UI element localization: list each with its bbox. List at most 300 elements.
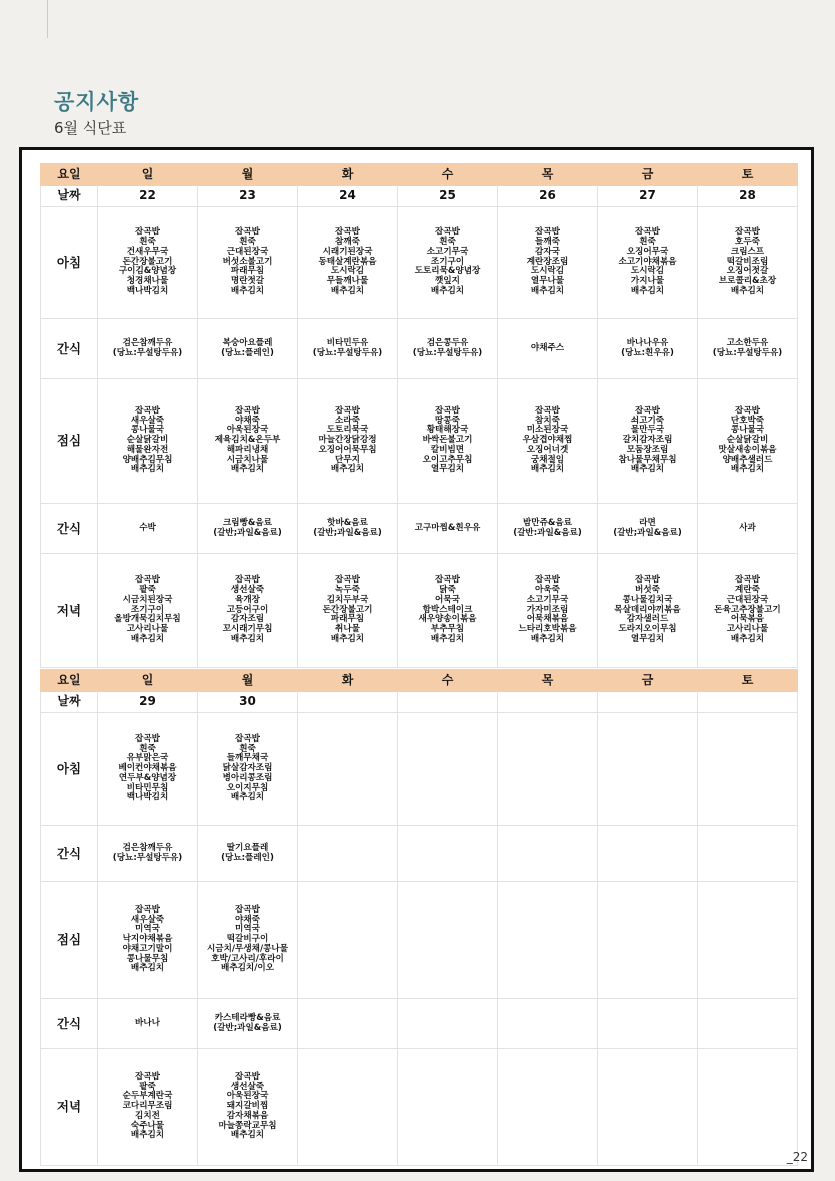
- menu-item: (당뇨:무설탕두유): [312, 347, 383, 358]
- menu-item: 배추김치: [130, 633, 165, 644]
- menu-item: (갈반;과일&음료): [213, 1022, 282, 1033]
- menu-cell-dinner-sun: [98, 1049, 198, 1166]
- menu-item: 잡곡밥: [235, 405, 260, 416]
- weekday-header-row: [41, 164, 798, 186]
- weekday-wed: 수: [398, 164, 498, 186]
- menu-item: 잡곡밥: [235, 227, 260, 238]
- menu-item: 배추김치: [230, 285, 265, 296]
- menu-item: 콩나물국: [130, 425, 165, 436]
- weekday-fri: 금: [598, 164, 698, 186]
- menu-table-week-1: [40, 163, 798, 668]
- menu-cell-snack_am-sat: [698, 826, 798, 882]
- menu-item: 순살닭갈비: [726, 435, 769, 446]
- weekday-sat: 토: [698, 670, 798, 692]
- menu-item: 열무나물: [530, 276, 565, 287]
- menu-item: 제육김치&온두부: [214, 435, 281, 446]
- menu-item: 잡곡밥: [535, 575, 560, 586]
- menu-item: 들깨죽: [535, 237, 560, 247]
- menu-item: 바나나우유: [626, 337, 669, 348]
- menu-item: 유부맑은국: [126, 753, 169, 764]
- menu-item: 배추김치: [730, 285, 765, 296]
- menu-cell-lunch-tue: [298, 379, 398, 504]
- weekday-sun: 일: [98, 670, 198, 692]
- menu-item: 야채죽: [235, 415, 260, 426]
- menu-cell-snack_pm-sun: [98, 504, 198, 554]
- menu-item: 아욱죽: [535, 585, 560, 595]
- menu-item: 잡곡밥: [535, 405, 560, 416]
- menu-item: 들깨무채국: [226, 753, 269, 764]
- date-mon: 30: [198, 692, 298, 713]
- menu-cell-lunch-sun: [98, 379, 198, 504]
- menu-item: 라면: [639, 517, 656, 528]
- menu-item: 잡곡밥: [135, 405, 160, 416]
- menu-item: 도시락김: [330, 266, 365, 277]
- menu-item: 녹두죽: [335, 585, 360, 595]
- menu-item: 콩나물무침: [126, 953, 169, 964]
- meal-row-dinner: [41, 1049, 798, 1166]
- menu-item: 열무김치: [430, 464, 465, 475]
- decorative-line: [47, 0, 48, 38]
- weekday-label: 요일: [41, 670, 98, 692]
- menu-cell-snack_pm-fri: [598, 999, 698, 1049]
- menu-cell-breakfast-thu: [498, 713, 598, 826]
- menu-item: 돈간장불고기: [122, 256, 173, 267]
- menu-item: 소라죽: [335, 415, 360, 426]
- menu-item: 배추김치: [530, 633, 565, 644]
- menu-item: 잡곡밥: [135, 904, 160, 915]
- menu-cell-snack_pm-wed: [398, 999, 498, 1049]
- menu-item: 잡곡밥: [435, 575, 460, 586]
- menu-item: 마늘간장닭강정: [318, 435, 377, 446]
- meal-label-dinner: 저녁: [41, 1049, 98, 1166]
- menu-cell-lunch-mon: [198, 882, 298, 999]
- menu-item: 수박: [139, 522, 156, 533]
- menu-item: 닭죽: [439, 585, 456, 595]
- menu-item: 잡곡밥: [635, 227, 660, 238]
- menu-cell-lunch-thu: [498, 882, 598, 999]
- menu-cell-breakfast-fri: [598, 713, 698, 826]
- menu-item: 열무김치: [630, 633, 665, 644]
- menu-item: 마늘쫑락교무침: [218, 1120, 277, 1131]
- menu-item: 버섯소불고기: [222, 256, 273, 267]
- menu-item: (갈반;과일&음료): [313, 527, 382, 538]
- menu-cell-snack_pm-thu: [498, 999, 598, 1049]
- menu-item: 함박스테이크: [422, 604, 473, 615]
- menu-item: 순살닭갈비: [126, 435, 169, 446]
- date-thu: [498, 692, 598, 713]
- menu-item: 배추김치: [330, 633, 365, 644]
- menu-item: 검은참깨두유: [122, 842, 173, 853]
- menu-item: 새우살죽: [130, 415, 165, 426]
- menu-item: 잡곡밥: [435, 227, 460, 238]
- menu-item: 흰죽: [139, 743, 156, 754]
- menu-item: 오이고추무침: [422, 454, 473, 465]
- menu-item: 카스테라빵&음료: [214, 1012, 281, 1023]
- date-fri: [598, 692, 698, 713]
- menu-cell-snack_am-mon: [198, 319, 298, 379]
- menu-item: 육개장: [235, 594, 260, 605]
- menu-item: 아욱된장국: [226, 425, 269, 436]
- menu-item: 시래기된장국: [322, 246, 373, 257]
- menu-item: 배추김치: [730, 464, 765, 475]
- meal-row-snack_pm: [41, 504, 798, 554]
- menu-item: 잡곡밥: [235, 1071, 260, 1082]
- date-tue: [298, 692, 398, 713]
- menu-item: 감자샐러드: [626, 614, 669, 625]
- menu-cell-snack_am-fri: [598, 826, 698, 882]
- menu-cell-lunch-sat: [698, 379, 798, 504]
- menu-item: 잡곡밥: [435, 405, 460, 416]
- menu-item: 땅콩죽: [435, 415, 460, 426]
- menu-cell-snack_pm-fri: [598, 504, 698, 554]
- menu-item: 떡갈비구이: [226, 934, 269, 945]
- menu-item: 시금치나물: [226, 454, 269, 465]
- menu-item: 도시락김: [530, 266, 565, 277]
- menu-item: 깻잎지: [435, 276, 460, 287]
- menu-cell-snack_am-sat: [698, 319, 798, 379]
- menu-cell-snack_pm-wed: [398, 504, 498, 554]
- date-sun: 22: [98, 186, 198, 207]
- menu-item: 바싹돈불고기: [422, 435, 473, 446]
- menu-cell-dinner-fri: [598, 1049, 698, 1166]
- menu-item: (당뇨:흰우유): [621, 347, 674, 358]
- menu-cell-snack_pm-mon: [198, 999, 298, 1049]
- menu-item: 새우살죽: [130, 914, 165, 925]
- menu-item: 배추김치: [630, 464, 665, 475]
- menu-item: 잡곡밥: [235, 904, 260, 915]
- menu-item: 고사리나물: [726, 624, 769, 635]
- menu-item: (당뇨:무설탕두유): [712, 347, 783, 358]
- menu-item: 잡곡밥: [135, 227, 160, 238]
- menu-cell-lunch-fri: [598, 379, 698, 504]
- weekday-wed: 수: [398, 670, 498, 692]
- menu-item: 오징어어묵무침: [318, 444, 377, 455]
- date-wed: 25: [398, 186, 498, 207]
- date-label: 날짜: [41, 692, 98, 713]
- menu-item: 딸기요플레: [226, 842, 269, 853]
- menu-cell-snack_am-thu: [498, 826, 598, 882]
- meal-row-lunch: [41, 882, 798, 999]
- menu-item: 잡곡밥: [335, 227, 360, 238]
- menu-item: 배추김치: [130, 963, 165, 974]
- menu-item: 부추무침: [430, 624, 465, 635]
- menu-item: 어묵국: [435, 594, 460, 605]
- menu-item: 취나물: [335, 624, 360, 635]
- date-tue: 24: [298, 186, 398, 207]
- menu-cell-dinner-wed: [398, 1049, 498, 1166]
- menu-item: 배추김치: [330, 464, 365, 475]
- meal-row-snack_am: [41, 826, 798, 882]
- menu-item: 명란젓갈: [230, 276, 265, 287]
- menu-item: 건새우무국: [126, 246, 169, 257]
- meal-label-snack_am: 간식: [41, 826, 98, 882]
- date-sun: 29: [98, 692, 198, 713]
- menu-item: 감자국: [535, 246, 560, 257]
- menu-item: 참나물무채무침: [618, 454, 677, 465]
- date-label: 날짜: [41, 186, 98, 207]
- menu-cell-snack_pm-tue: [298, 504, 398, 554]
- menu-item: 고구마찜&흰우유: [414, 522, 481, 533]
- menu-item: 파래무침: [330, 614, 365, 625]
- weekday-mon: 월: [198, 670, 298, 692]
- menu-item: 감자조림: [230, 614, 265, 625]
- menu-item: 배추김치: [430, 633, 465, 644]
- menu-item: 브로콜리&초장: [718, 276, 777, 287]
- menu-item: 양배추김무침: [122, 454, 173, 465]
- menu-cell-dinner-fri: [598, 554, 698, 668]
- menu-item: 느타리호박볶음: [518, 624, 577, 635]
- menu-item: 콩나물국: [730, 425, 765, 436]
- menu-item: 야채주스: [530, 342, 565, 353]
- menu-cell-dinner-sun: [98, 554, 198, 668]
- menu-item: 고사리나물: [126, 624, 169, 635]
- menu-item: 코다리무조림: [122, 1101, 173, 1112]
- menu-item: 해물완자전: [126, 444, 169, 455]
- menu-item: 소고기야채볶음: [618, 256, 677, 267]
- menu-item: 오이지무침: [226, 782, 269, 793]
- menu-cell-breakfast-sat: [698, 207, 798, 319]
- menu-item: 아욱된장국: [226, 1091, 269, 1102]
- menu-item: 시금치/무생채/콩나물: [207, 943, 288, 954]
- date-mon: 23: [198, 186, 298, 207]
- menu-cell-dinner-thu: [498, 1049, 598, 1166]
- menu-item: 꼬시래기무침: [222, 624, 273, 635]
- menu-item: 잡곡밥: [135, 733, 160, 744]
- menu-item: 병아리콩조림: [222, 772, 273, 783]
- menu-cell-dinner-thu: [498, 554, 598, 668]
- menu-item: 잡곡밥: [335, 405, 360, 416]
- menu-item: 잡곡밥: [635, 575, 660, 586]
- meal-row-lunch: [41, 379, 798, 504]
- menu-item: 무들깨나물: [326, 276, 369, 287]
- menu-item: 배추김치: [730, 633, 765, 644]
- menu-item: 생선살죽: [230, 1081, 265, 1092]
- menu-cell-snack_pm-sat: [698, 999, 798, 1049]
- menu-cell-dinner-tue: [298, 554, 398, 668]
- page-title: 공지사항: [54, 90, 140, 114]
- menu-item: (당뇨:무설탕두유): [112, 347, 183, 358]
- menu-item: 올방개묵김치무침: [114, 614, 181, 625]
- menu-item: 어묵채볶음: [526, 614, 569, 625]
- menu-cell-lunch-mon: [198, 379, 298, 504]
- menu-cell-dinner-wed: [398, 554, 498, 668]
- menu-item: 돈간장불고기: [322, 604, 373, 615]
- menu-item: 배추김치: [330, 285, 365, 296]
- menu-item: (당뇨:플레인): [221, 852, 274, 863]
- menu-cell-snack_am-wed: [398, 319, 498, 379]
- menu-item: 근대된장국: [226, 246, 269, 257]
- menu-item: 검은콩두유: [426, 337, 469, 348]
- menu-cell-breakfast-wed: [398, 713, 498, 826]
- menu-item: 비타민두유: [326, 337, 369, 348]
- weekday-thu: 목: [498, 670, 598, 692]
- menu-table-week-2: [40, 669, 798, 1166]
- menu-item: 도시락김: [630, 266, 665, 277]
- menu-cell-breakfast-tue: [298, 207, 398, 319]
- page-subtitle: 6월 식단표: [54, 119, 127, 137]
- menu-item: 잡곡밥: [635, 405, 660, 416]
- menu-item: (당뇨:플레인): [221, 347, 274, 358]
- menu-cell-snack_am-tue: [298, 826, 398, 882]
- menu-cell-breakfast-fri: [598, 207, 698, 319]
- meal-label-lunch: 점심: [41, 379, 98, 504]
- menu-cell-dinner-mon: [198, 554, 298, 668]
- menu-item: 고등어구이: [226, 604, 269, 615]
- page-number: _22: [786, 1150, 808, 1164]
- menu-cell-snack_pm-mon: [198, 504, 298, 554]
- menu-cell-breakfast-mon: [198, 713, 298, 826]
- menu-item: 감자채볶음: [226, 1110, 269, 1121]
- menu-item: 오징어무국: [626, 246, 669, 257]
- menu-item: 사과: [739, 522, 756, 533]
- menu-item: 배추김치: [130, 464, 165, 475]
- menu-item: 참깨죽: [335, 237, 360, 247]
- menu-cell-breakfast-tue: [298, 713, 398, 826]
- meal-label-snack_pm: 간식: [41, 504, 98, 554]
- menu-cell-snack_pm-sun: [98, 999, 198, 1049]
- menu-item: 오징어너겟: [526, 444, 569, 455]
- menu-item: 흰죽: [239, 743, 256, 754]
- menu-cell-snack_am-sun: [98, 319, 198, 379]
- menu-item: 흰죽: [239, 237, 256, 247]
- menu-item: 팥죽: [139, 585, 156, 595]
- menu-item: 돼지갈비찜: [226, 1101, 269, 1112]
- meal-row-breakfast: [41, 207, 798, 319]
- menu-item: 떡갈비조림: [726, 256, 769, 267]
- menu-item: 미소된장국: [526, 425, 569, 436]
- menu-item: 소고기무국: [426, 246, 469, 257]
- menu-item: 도토리묵&양념장: [414, 266, 481, 277]
- menu-item: 구이김&양념장: [118, 266, 177, 277]
- menu-cell-breakfast-sat: [698, 713, 798, 826]
- menu-item: 복숭아요플레: [222, 337, 273, 348]
- weekday-tue: 화: [298, 670, 398, 692]
- menu-cell-snack_am-thu: [498, 319, 598, 379]
- menu-cell-breakfast-mon: [198, 207, 298, 319]
- menu-item: 모둠장조림: [626, 444, 669, 455]
- menu-item: 호박/고사리/후라이: [211, 953, 284, 964]
- menu-item: 잡곡밥: [135, 1071, 160, 1082]
- meal-row-snack_am: [41, 319, 798, 379]
- meal-label-lunch: 점심: [41, 882, 98, 999]
- menu-item: 양배추샐러드: [722, 454, 773, 465]
- menu-item: 계란장조림: [526, 256, 569, 267]
- menu-item: 미역국: [135, 924, 160, 935]
- menu-item: 잡곡밥: [135, 575, 160, 586]
- menu-item: 갈치감자조림: [622, 435, 673, 446]
- menu-item: 새우양송이볶음: [418, 614, 477, 625]
- menu-cell-breakfast-sun: [98, 713, 198, 826]
- menu-item: 황태해장국: [426, 425, 469, 436]
- menu-item: 흰죽: [639, 237, 656, 247]
- menu-item: 맛살새송이볶음: [718, 444, 777, 455]
- menu-item: 백나박김치: [126, 792, 169, 803]
- menu-cell-dinner-tue: [298, 1049, 398, 1166]
- menu-item: (갈반:과일&음료): [513, 527, 582, 538]
- menu-item: 야채죽: [235, 914, 260, 925]
- menu-item: 쇠고기죽: [630, 415, 665, 426]
- meal-label-snack_pm: 간식: [41, 999, 98, 1049]
- menu-item: 닭살감자조림: [222, 763, 273, 774]
- menu-item: 잡곡밥: [535, 227, 560, 238]
- menu-item: 칼비빔면: [430, 444, 465, 455]
- menu-cell-snack_pm-tue: [298, 999, 398, 1049]
- menu-item: 베이컨야채볶음: [118, 763, 177, 774]
- menu-item: 해파리냉채: [226, 444, 269, 455]
- menu-item: 배추김치/이오: [221, 963, 274, 974]
- menu-item: (갈반;과일&음료): [213, 527, 282, 538]
- menu-cell-lunch-sun: [98, 882, 198, 999]
- menu-item: 팥죽: [139, 1081, 156, 1092]
- menu-cell-lunch-fri: [598, 882, 698, 999]
- menu-cell-lunch-thu: [498, 379, 598, 504]
- menu-cell-snack_am-sun: [98, 826, 198, 882]
- menu-item: 배추김치: [230, 633, 265, 644]
- menu-item: 잡곡밥: [235, 575, 260, 586]
- menu-item: 순두부계란국: [122, 1091, 173, 1102]
- menu-item: 미역국: [235, 924, 260, 935]
- menu-item: 버섯죽: [635, 585, 660, 595]
- menu-item: 배추김치: [530, 285, 565, 296]
- date-sat: 28: [698, 186, 798, 207]
- meal-label-dinner: 저녁: [41, 554, 98, 668]
- menu-item: 크림스프: [730, 246, 765, 257]
- menu-item: 잡곡밥: [735, 575, 760, 586]
- menu-item: 돈육고추장불고기: [714, 604, 781, 615]
- menu-item: 흰죽: [439, 237, 456, 247]
- menu-item: 조기구이: [130, 604, 165, 615]
- menu-item: 궁채절임: [530, 454, 565, 465]
- menu-item: 배추김치: [230, 464, 265, 475]
- weekday-header-row: [41, 670, 798, 692]
- menu-item: 배추김치: [230, 792, 265, 803]
- menu-item: 바나나: [135, 1017, 160, 1028]
- meal-label-breakfast: 아침: [41, 207, 98, 319]
- menu-cell-snack_pm-sat: [698, 504, 798, 554]
- weekday-thu: 목: [498, 164, 598, 186]
- menu-item: 잡곡밥: [335, 575, 360, 586]
- menu-item: 오징어젓갈: [726, 266, 769, 277]
- menu-item: 도라지오이무침: [618, 624, 677, 635]
- menu-item: 낙지야채볶음: [122, 934, 173, 945]
- menu-cell-snack_pm-thu: [498, 504, 598, 554]
- menu-item: 김치전: [135, 1110, 160, 1121]
- menu-item: 배추김치: [530, 464, 565, 475]
- menu-cell-dinner-mon: [198, 1049, 298, 1166]
- menu-cell-lunch-wed: [398, 379, 498, 504]
- menu-cell-dinner-sat: [698, 1049, 798, 1166]
- menu-item: (당뇨:무설탕두유): [412, 347, 483, 358]
- date-sat: [698, 692, 798, 713]
- meal-label-snack_am: 간식: [41, 319, 98, 379]
- menu-item: 잡곡밥: [735, 227, 760, 238]
- menu-cell-lunch-wed: [398, 882, 498, 999]
- menu-cell-snack_am-wed: [398, 826, 498, 882]
- weekday-sun: 일: [98, 164, 198, 186]
- menu-item: 연두부&양념장: [118, 772, 177, 783]
- menu-item: 도토리묵국: [326, 425, 369, 436]
- menu-item: 배추김치: [630, 285, 665, 296]
- menu-cell-dinner-sat: [698, 554, 798, 668]
- menu-item: 검은참깨두유: [122, 337, 173, 348]
- weekday-tue: 화: [298, 164, 398, 186]
- menu-item: (당뇨:무설탕두유): [112, 852, 183, 863]
- menu-item: 파래무침: [230, 266, 265, 277]
- menu-item: 비타민무침: [126, 782, 169, 793]
- menu-item: 김치두부국: [326, 594, 369, 605]
- menu-cell-lunch-tue: [298, 882, 398, 999]
- menu-item: 잡곡밥: [235, 733, 260, 744]
